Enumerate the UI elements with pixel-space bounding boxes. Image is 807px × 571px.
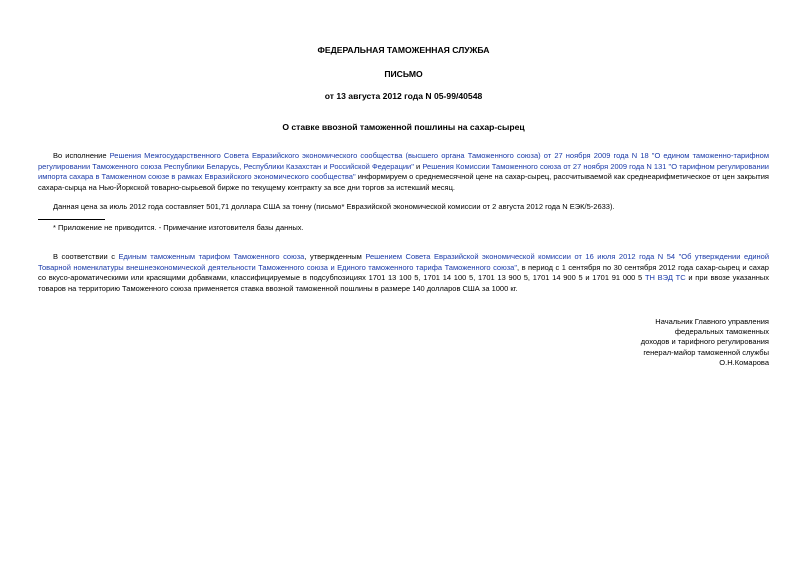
- paragraph-2: Данная цена за июль 2012 года составляет 501,71 доллара США за тонну (письмо* Евразийской экономической комиссии от 2 августа 2012 года N ЕЭК/5-2633).: [53, 202, 615, 211]
- link-eec-council-decision-54[interactable]: Решением Совета Евразийской экономической комиссии от 16 июля 2012 года N 54 "Об утверждении единой Товарной номенклатуры внешнеэкономической деятельности Таможенного союза и Единого таможенного тарифа Таможенного союза": [38, 252, 770, 272]
- paragraph-3-text-b: , утвержденным: [304, 252, 366, 261]
- agency-title: ФЕДЕРАЛЬНАЯ ТАМОЖЕННАЯ СЛУЖБА: [317, 45, 490, 55]
- doc-type-title: ПИСЬМО: [384, 69, 423, 79]
- doc-date-number: от 13 августа 2012 года N 05-99/40548: [324, 91, 483, 101]
- paragraph-1-text-a: Во исполнение: [53, 151, 110, 160]
- paragraph-1-text-b: и: [413, 161, 423, 171]
- link-customs-union-decision-131[interactable]: Решения Комиссии Таможенного союза от 27 ноября 2009 года N 131 "О тарифном регулировании импорта сахара в Таможенном союзе в рамках Евразийского экономического сообщества": [38, 161, 769, 181]
- signature-line-2: федеральных таможенных: [674, 327, 769, 337]
- link-eurasec-decision-18[interactable]: Решения Межгосударственного Совета Евразийского экономического сообщества (высшего органа Таможенного союза) от 27 ноября 2009 года N 18 "О едином таможенно-тарифном регулировании Таможенного союза Республики Беларусь, Республики Казахстан и Российской Федерации": [38, 151, 769, 171]
- link-unified-customs-tariff[interactable]: Единым таможенным тарифом Таможенного союза: [118, 252, 305, 261]
- link-tn-ved-ts[interactable]: ТН ВЭД ТС: [644, 273, 686, 282]
- footnote-text: * Приложение не приводится. - Примечание изготовителя базы данных.: [53, 223, 304, 232]
- paragraph-3-text-a: В соответствии с: [53, 252, 119, 261]
- signature-line-4: генерал-майор таможенной службы: [643, 347, 769, 357]
- paragraph-1: [38, 151, 769, 193]
- paragraph-3-text-c: , в период с 1 сентября по 30 сентября 2012 года сахар-сырец и сахар со вкусо-ароматическими или красящими добавками, классифицируемые в подсубпозициях 1701 13 100 5, 1701 14 100 5, 1701 13 900 5, 1701 14 900 5 и 1701 91 000 5: [38, 262, 769, 282]
- doc-subject: О ставке ввозной таможенной пошлины на сахар-сырец: [282, 122, 525, 132]
- paragraph-3: [38, 252, 769, 294]
- paragraph-3-text-d: и при ввозе указанных товаров на территорию Таможенного союза применяется ставка ввозной таможенной пошлины в размере 140 долларов США за 1000 кг.: [38, 273, 769, 293]
- footnote-divider: [38, 219, 105, 220]
- signature-name: О.Н.Комарова: [719, 357, 769, 367]
- paragraph-1-text-c: информируем о среднемесячной цене на сахар-сырец, рассчитываемой как среднеарифметическое от цен закрытия сахара-сырца на Нью-Йоркской товарно-сырьевой бирже по текущему контракту за все дни торгов за истекший месяц.: [38, 172, 769, 192]
- signature-block: [569, 317, 769, 368]
- signature-line-3: доходов и тарифного регулирования: [640, 337, 769, 347]
- signature-line-1: Начальник Главного управления: [655, 317, 769, 326]
